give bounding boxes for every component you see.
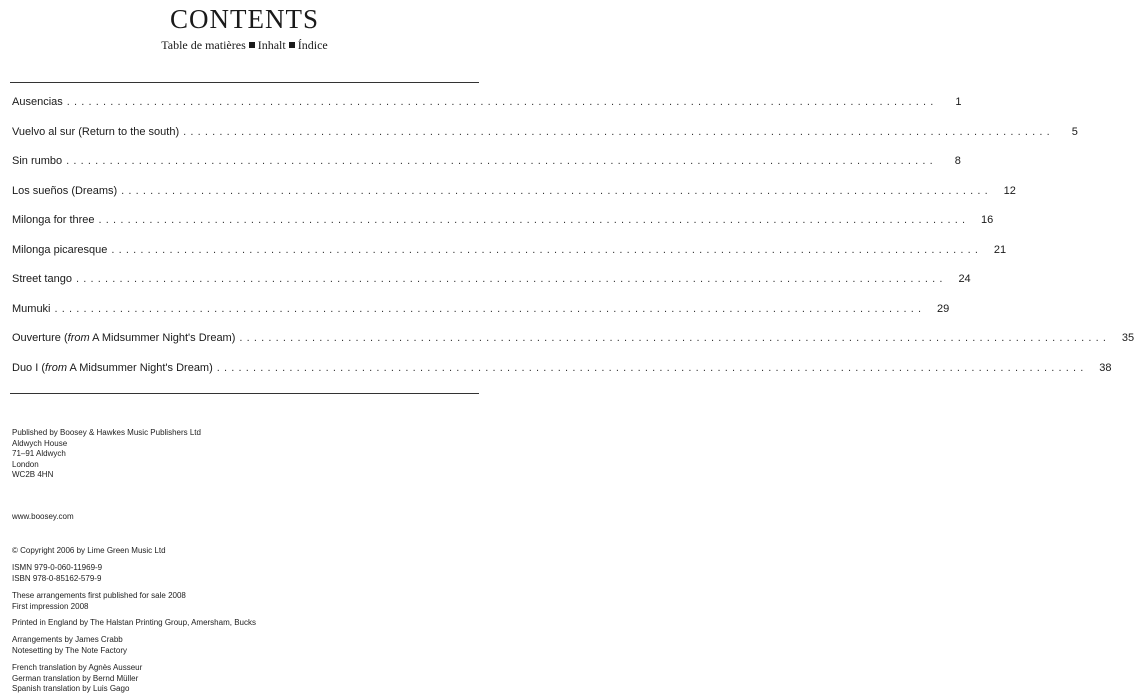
toc-title-text: Los sueños (Dreams): [12, 184, 118, 197]
dot-leader: ........................................................................................................................: [121, 184, 992, 197]
toc-page-number: 12: [1003, 184, 1016, 197]
dot-leader: ........................................................................................................................: [216, 361, 1088, 374]
toc-entry-title: [12, 332, 239, 344]
toc-page-number: 1: [955, 96, 962, 108]
dot-leader: ........................................................................................................................: [75, 273, 947, 285]
toc-title-text: A Midsummer Night's Dream): [89, 332, 236, 344]
toc-page-number: 5: [1071, 125, 1078, 138]
toc-title-text: Milonga picaresque: [12, 243, 108, 256]
publisher-line: London: [12, 459, 39, 469]
toc-entry-title: [12, 244, 111, 256]
toc-entry-title: [12, 155, 66, 167]
translations-block: [12, 663, 142, 695]
toc-page-number: 16: [981, 214, 994, 226]
subtitle-german: Inhalt: [257, 38, 286, 52]
toc-entry[interactable]: [12, 214, 994, 230]
toc-title-text: Mumuki: [12, 302, 51, 315]
publisher-line: Aldwych House: [12, 438, 68, 448]
toc-entry[interactable]: [12, 155, 961, 171]
toc-title-italic: from: [67, 332, 90, 344]
dot-leader: ........................................................................................................................: [66, 96, 938, 108]
toc-entry-title: [12, 126, 183, 138]
toc-entry[interactable]: [12, 125, 1078, 142]
publisher-line: WC2B 4HN: [12, 470, 54, 479]
toc-entry-title: [12, 362, 217, 374]
subtitle-spanish: Índice: [297, 38, 328, 52]
dot-leader: ........................................................................................................................: [98, 214, 970, 226]
toc-entry[interactable]: [12, 273, 971, 289]
dot-leader: ........................................................................................................................: [66, 155, 937, 167]
toc-entry-title: [12, 96, 67, 108]
toc-title-text: Ouverture (: [12, 332, 68, 344]
toc-entry-title: [12, 214, 99, 226]
translation-line: Spanish translation by Luis Gago: [12, 684, 130, 693]
copyright-notice: © Copyright 2006 by Lime Green Music Ltd: [12, 546, 166, 555]
toc-page-number: 24: [958, 273, 971, 285]
printer-line: Printed in England by The Halstan Printing Group, Amersham, Bucks: [12, 618, 256, 627]
website-link[interactable]: www.boosey.com: [12, 512, 74, 521]
credit-line: Notesetting by The Note Factory: [12, 645, 128, 655]
publication-line: These arrangements first published for sale 2008: [12, 591, 186, 600]
publication-block: [12, 591, 186, 612]
dot-leader: ........................................................................................................................: [239, 332, 1111, 344]
toc-entry[interactable]: [12, 302, 950, 319]
toc-title-text: Sin rumbo: [12, 155, 63, 167]
page-title: CONTENTS: [170, 4, 319, 34]
toc-title-text: Duo I (: [12, 361, 46, 374]
publisher-line: 71–91 Aldwych: [12, 449, 66, 458]
toc-title-text: Ausencias: [12, 96, 63, 108]
isbn-line: ISBN 978-0-85162-579-9: [12, 573, 102, 583]
toc-title-text: A Midsummer Night's Dream): [67, 361, 213, 374]
page-subtitle: [0, 38, 489, 53]
toc-entry-title: [12, 185, 121, 197]
dot-leader: ........................................................................................................................: [111, 243, 983, 256]
credit-line: Arrangements by James Crabb: [12, 635, 123, 644]
toc-entry-title: [12, 273, 76, 285]
toc-page-number: 38: [1099, 361, 1112, 374]
toc-entry-title: [12, 303, 55, 315]
ismn-line: ISMN 979-0-060-11969-9: [12, 563, 103, 572]
toc-entry[interactable]: [12, 361, 1112, 378]
toc-entry[interactable]: [12, 243, 1007, 260]
toc-entry[interactable]: [12, 332, 1134, 348]
credits-block: [12, 635, 127, 656]
bottom-divider: [10, 393, 479, 394]
square-bullet-icon: [289, 42, 295, 48]
translation-line: German translation by Bernd Müller: [12, 673, 139, 683]
toc-title-text: Vuelvo al sur (Return to the south): [12, 125, 180, 138]
toc-page-number: 35: [1121, 332, 1134, 344]
toc-page-number: 21: [993, 243, 1007, 256]
toc-title-text: Street tango: [12, 273, 72, 285]
publication-line: First impression 2008: [12, 601, 89, 611]
dot-leader: ........................................................................................................................: [183, 125, 1054, 138]
publisher-block: [12, 428, 201, 481]
square-bullet-icon: [249, 42, 255, 48]
toc-title-text: Milonga for three: [12, 214, 95, 226]
identifier-block: [12, 563, 102, 584]
toc-title-italic: from: [45, 361, 68, 374]
subtitle-french: Table de matières: [161, 38, 246, 52]
publisher-line: Published by Boosey & Hawkes Music Publishers Ltd: [12, 428, 201, 437]
toc-entry[interactable]: [12, 96, 962, 112]
toc-page-number: 8: [954, 155, 961, 167]
translation-line: French translation by Agnès Ausseur: [12, 663, 143, 672]
dot-leader: ........................................................................................................................: [54, 302, 926, 315]
toc-page-number: 29: [937, 302, 950, 315]
toc-entry[interactable]: [12, 184, 1016, 201]
top-divider: [10, 82, 479, 83]
